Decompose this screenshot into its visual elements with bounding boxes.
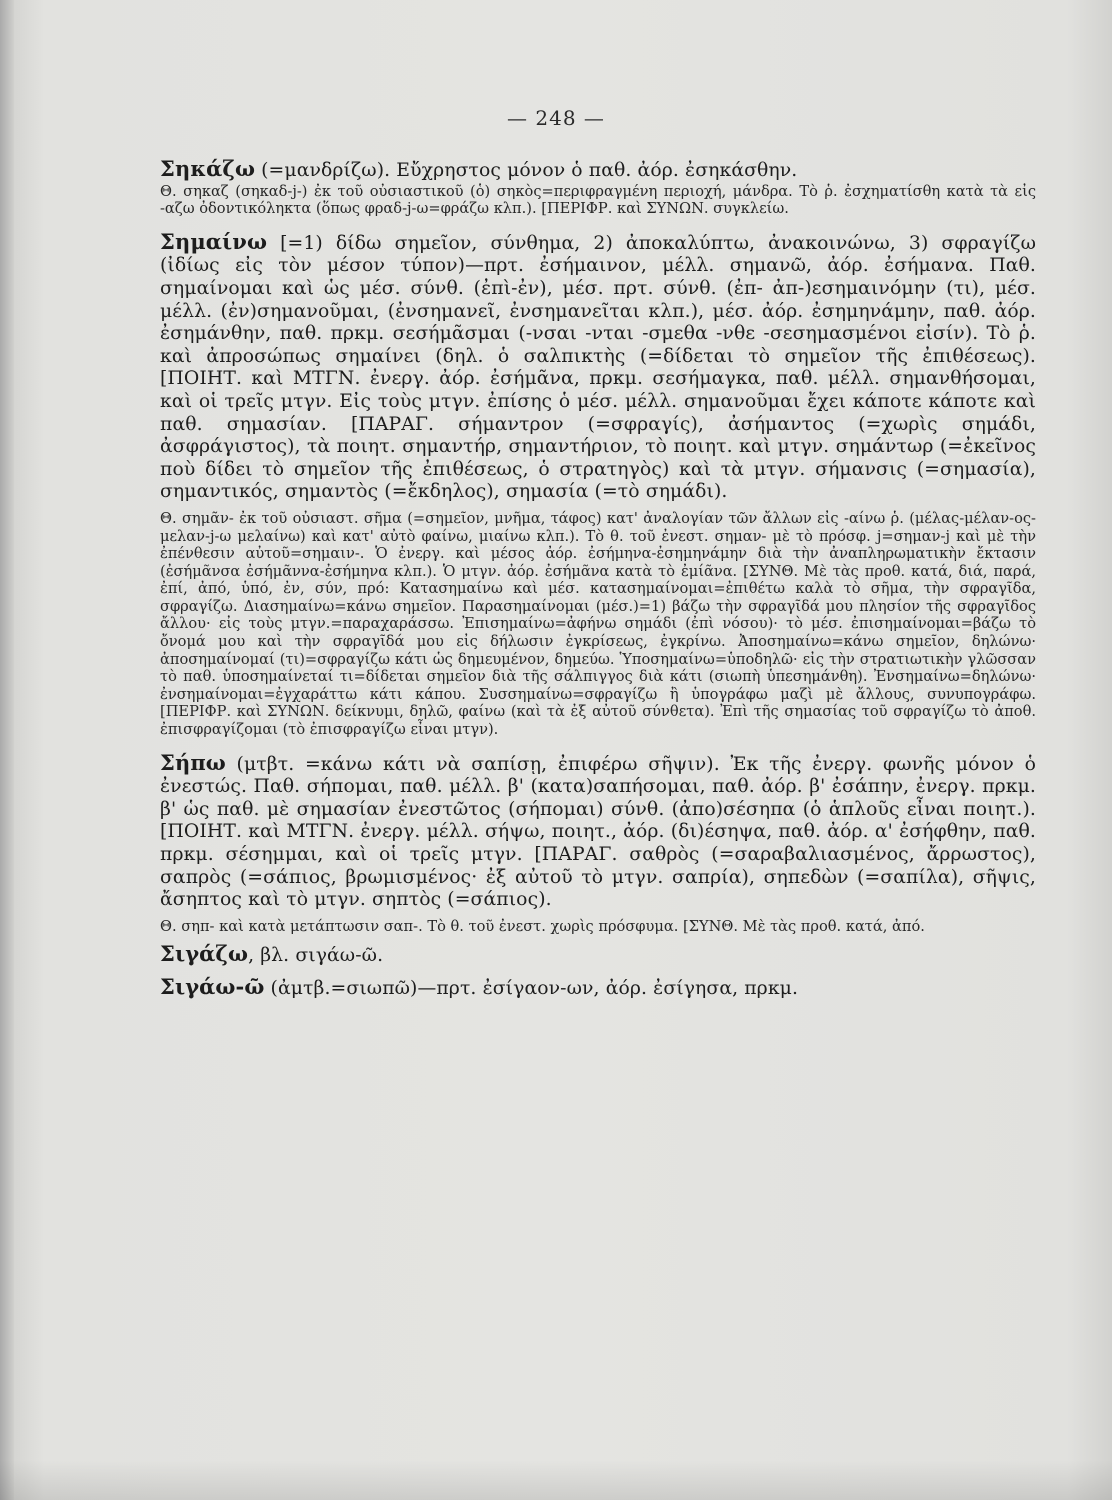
entry-body: (μτβτ. =κάνω κάτι νὰ σαπίσῃ, ἐπιφέρω σῆψιν). Ἐκ τῆς ἐνεργ. φωνῆς μόνον ὁ ἐνεστώς. Παθ. σήπομαι, παθ. μέλλ. β' (κατα)σαπήσομαι, παθ. ἀόρ. β' ἐσάπην, ἐνεργ. πρκμ. β' ὡς παθ. μὲ σημασίαν ἐνεστῶτος (σήπομαι) σύνθ. (ἀπο)σέσηπα (ὁ ἁπλοῦς εἶναι ποιητ.). [ΠΟΙΗΤ. καὶ ΜΤΓΝ. ἐνεργ. μέλλ. σήψω, ποιητ., ἀόρ. (δι)έσηψα, παθ. ἀόρ. α' ἐσήφθην, παθ. πρκμ. σέσημμαι, καὶ οἱ τρεῖς μτγν. [ΠΑΡΑΓ. σαθρὸς (=σαραβαλιασμένος, ἄρρωστος), σαπρὸς (=σάπιος, βρωμισμένος· ἐξ αὐτοῦ τὸ μτγν. σαπρία), σηπεδὼν (=σαπίλα), σῆψις, ἄσηπτος καὶ τὸ μτγν. σηπτὸς (=σάπιος). [160,753,1036,911]
entry-body: (ἀμτβ.=σιωπῶ)—πρτ. ἐσίγαον-ων, ἀόρ. ἐσίγησα, πρκμ. [264,977,799,999]
entry-etymology: Θ. σηκαζ (σηκαδ-j-) ἐκ τοῦ οὐσιαστικοῦ (ὁ) σηκὸς=περιφραγμένη περιοχή, μάνδρα. Τὸ ῥ. ἐσχηματίσθη κατὰ τὰ εἰς -αζω ὀδοντικόληκτα (ὅπως φραδ-j-ω=φράζω κλπ.). [ΠΕΡΙΦΡ. καὶ ΣΥΝΩΝ. συγκλείω. [160,182,1036,218]
page-bottom-shadow [0,1460,1112,1500]
entry-definition [160,973,1036,1001]
page-edge-shadow [0,0,14,1500]
dictionary-entry [160,943,1036,968]
entry-body: (=μανδρίζω). Εὔχρηστος μόνον ὁ παθ. ἀόρ. ἐσηκάσθην. [255,160,798,181]
entry-headword: Σήπω [160,749,226,775]
dictionary-entry [160,749,1036,936]
entry-body: [=1) δίδω σημεῖον, σύνθημα, 2) ἀποκαλύπτω, ἀνακοινώνω, 3) σφραγίζω (ἰδίως εἰς τὸν μέσον τύπον)—πρτ. ἐσήμαινον, μέλλ. σημανῶ, ἀόρ. ἐσήμανα. Παθ. σημαίνομαι καὶ ὡς μέσ. σύνθ. (ἐπὶ-ἐν), μέσ. πρτ. σύνθ. (ἐπ- ἀπ-)εσημαινόμην (τι), μέσ. μέλλ. (ἐν)σημανοῦμαι, (ἐνσημανεῖ, ἐνσημανεῖται κλπ.), μέσ. ἀόρ. ἐσημηνάμην, παθ. ἀόρ. ἐσημάνθην, παθ. πρκμ. σεσήμᾶσμαι (-νσαι -νται -σμεθα -νθε -σεσημασμένοι εἰσίν). Τὸ ῥ. καὶ ἀπροσώπως σημαίνει (δηλ. ὁ σαλπικτὴς (=δίδεται τὸ σημεῖον τῆς ἐπιθέσεως). [ΠΟΙΗΤ. καὶ ΜΤΓΝ. ἐνεργ. ἀόρ. ἐσήμᾶνα, πρκμ. σεσήμαγκα, παθ. μέλλ. σημανθήσομαι, καὶ οἱ τρεῖς μτγν. Εἰς τοὺς μτγν. ἐπίσης ὁ μέσ. μέλλ. σημανοῦμαι ἔχει κάποτε κάποτε καὶ παθ. σημασίαν. [ΠΑΡΑΓ. σήμαντρον (=σφραγίς), ἀσήμαντος (=χωρὶς σημάδι, ἀσφράγιστος), τὰ ποιητ. σημαντήρ, σημαντήριον, τὸ ποιητ. καὶ μτγν. σημάντωρ (=ἐκεῖνος ποὺ δίδει τὸ σημεῖον τῆς ἐπιθέσεως, ὁ στρατηγὸς) καὶ τὰ μτγν. σήμανσις (=σημασία), σημαντικός, σημαντὸς (=ἔκδηλος), σημασία (=τὸ σημάδι). [160,232,1036,503]
entry-headword: Σιγάζω [160,941,249,967]
dictionary-text [160,158,1036,1001]
page-header [0,106,1112,130]
dictionary-entry [160,158,1036,218]
entry-definition [160,158,1036,183]
entry-definition [160,228,1036,504]
entry-headword: Σηκάζω [160,156,256,181]
entry-headword: Σημαίνω [160,228,268,254]
dictionary-entry [160,973,1036,1001]
entry-etymology: Θ. σημᾶν- ἐκ τοῦ οὐσιαστ. σῆμα (=σημεῖον, μνῆμα, τάφος) κατ' ἀναλογίαν τῶν ἄλλων εἰς -αίνω ῥ. (μέλας-μέλαν-ος-μελαν-j-ω μελαίνω) καὶ κατ' αὐτὸ φαίνω, μιαίνω κλπ.). Τὸ θ. τοῦ ἐνεστ. σημαν- μὲ τὸ πρόσφ. j=σημαν-j καὶ μὲ τὴν ἐπένθεσιν αὐτοῦ=σημαιν-. Ὁ ἐνεργ. καὶ μέσος ἀόρ. ἐσήμηνα-ἐσημηνάμην διὰ τὴν ἀναπληρωματικὴν ἔκτασιν (ἐσήμᾶνσα ἐσήμᾶννα-ἐσήμηνα κλπ.). Ὁ μτγν. ἀόρ. ἐσήμᾶνα κατὰ τὸ ἐμίᾶνα. [ΣΥΝΘ. Μὲ τὰς προθ. κατά, διά, παρά, ἐπί, ἀπό, ὑπό, ἐν, σύν, πρό: Κατασημαίνω καὶ μέσ. κατασημαίνομαι=ἐπιθέτω καλὰ τὸ σῆμα, τὴν σφραγῖδα, σφραγίζω. Διασημαίνω=κάνω σημεῖον. Παρασημαίνομαι (μέσ.)=1) βάζω τὴν σφραγῖδά μου πλησίον τῆς σφραγῖδος ἄλλου· εἰς τοὺς μτγν.=παραχαράσσω. Ἐπισημαίνω=ἀφήνω σημάδι (ἐπὶ νόσου)· τὸ μέσ. ἐπισημαίνομαι=βάζω τὸ ὄνομά μου καὶ τὴν σφραγῖδά μου εἰς δήλωσιν ἐγκρίσεως, ἐγκρίνω. Ἀποσημαίνω=κάνω σημεῖον, δηλώνω· ἀποσημαίνομαί (τι)=σφραγίζω κάτι ὡς δημευμένον, δημεύω. Ὑποσημαίνω=ὑποδηλῶ· εἰς τὴν στρατιωτικὴν γλῶσσαν τὸ παθ. ὑποσημαίνεταί τι=δίδεται σημεῖον διὰ τῆς σάλπιγγος διὰ κάτι (σιωπὴ ὑπεσημάνθη). Ἐνσημαίνω=δηλώνω· ἐνσημαίνομαι=ἐγχαράττω κάτι κάπου. Συσσημαίνω=σφραγίζω ἢ ὑπογράφω μαζὶ μὲ ἄλλους, συνυπογράφω. [ΠΕΡΙΦΡ. καὶ ΣΥΝΩΝ. δείκνυμι, δηλῶ, φαίνω (καὶ τὰ ἐξ αὐτοῦ σύνθετα). Ἐπὶ τῆς σημασίας τοῦ σφραγίζω τὸ ἀποθ. ἐπισφραγίζομαι (τὸ ἐπισφραγίζω εἶναι μτγν). [160,509,1036,739]
entry-etymology: Θ. σηπ- καὶ κατὰ μετάπτωσιν σαπ-. Τὸ θ. τοῦ ἐνεστ. χωρὶς πρόσφυμα. [ΣΥΝΘ. Μὲ τὰς προθ. κατά, ἀπό. [160,917,925,935]
entry-definition [160,943,1036,968]
entry-definition [160,749,1036,912]
page-number: — 248 — [507,106,605,130]
entry-body: , βλ. σιγάω-ῶ. [248,945,384,967]
dictionary-entry [160,228,1036,739]
entry-headword: Σιγάω-ῶ [160,973,265,999]
